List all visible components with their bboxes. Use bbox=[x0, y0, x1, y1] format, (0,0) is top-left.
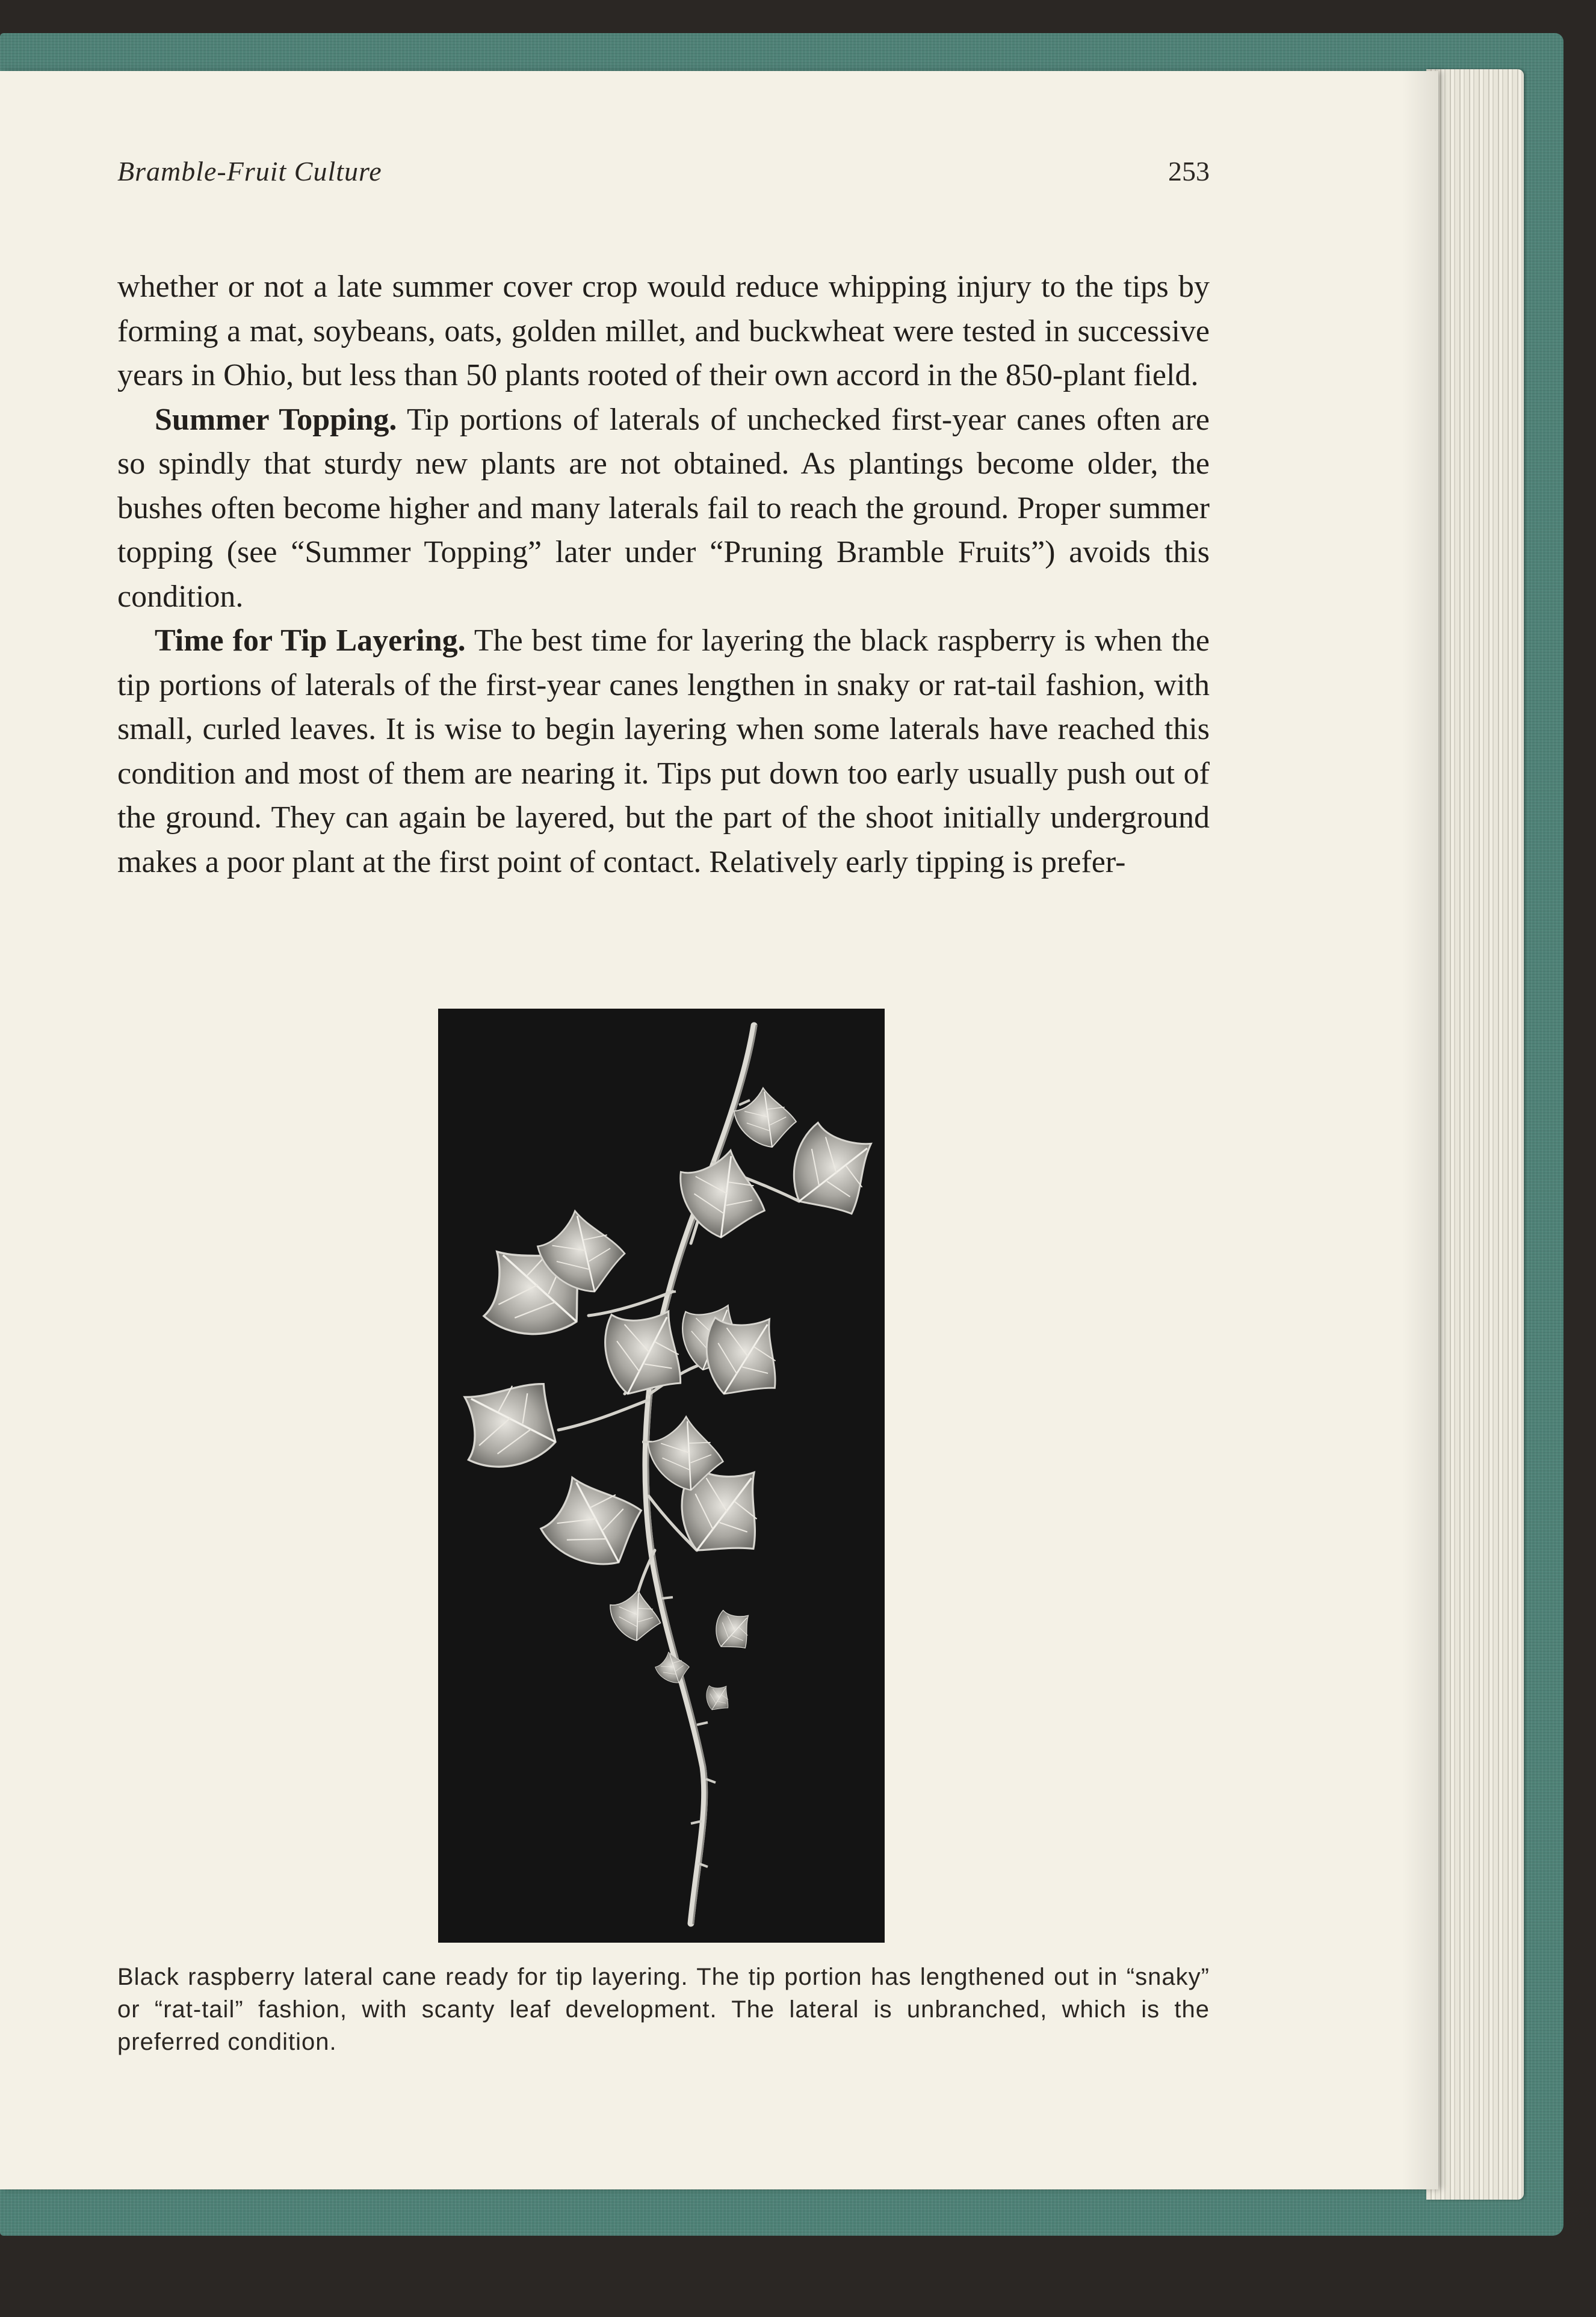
paragraph bbox=[117, 265, 1210, 398]
paragraph-text: whether or not a late summer cover crop would reduce whipping injury to the tips by forming a mat, soybeans, oats, golden millet, and buckwheat were tested in successive years in Ohio, but less than 50 plants rooted of their own accord in the 850-plant field. bbox=[117, 270, 1210, 392]
body-text bbox=[117, 265, 1210, 884]
raspberry-cane-photo bbox=[438, 1009, 885, 1943]
page-edges bbox=[1426, 69, 1524, 2200]
running-head bbox=[117, 155, 1210, 203]
raspberry-cane-illustration bbox=[438, 1009, 885, 1943]
figure-caption: Black raspberry lateral cane ready for tip layering. The tip portion has lengthened out in “snaky” or “rat-tail” fashion, with scanty leaf development. The lateral is unbranched, which is the preferred condition. bbox=[117, 1964, 1210, 2055]
paragraph-heading: Summer Topping. bbox=[155, 402, 397, 437]
running-head-title: Bramble-Fruit Culture bbox=[117, 156, 382, 187]
page-number: 253 bbox=[1168, 156, 1210, 187]
paragraph-text: The best time for layering the black raspberry is when the tip portions of laterals of the first-year canes lengthen in snaky or rat-tail fashion, with small, curled leaves. It is wise to begin layering when some laterals have reached this condition and most of them are nearing it. Tips put down too early usually push out of the ground. They can again be layered, but the part of the shoot initially underground makes a poor plant at the first point of contact. Relatively early tipping is prefer- bbox=[117, 623, 1210, 879]
paragraph-text: Tip portions of laterals of unchecked first-year canes often are so spindly that sturdy new plants are not obtained. As plantings become older, the bushes often become higher and many laterals fail to reach the ground. Proper summer topping (see “Summer Topping” later under “Pruning Bramble Fruits”) avoids this condition. bbox=[117, 402, 1210, 614]
paragraph bbox=[117, 619, 1210, 884]
paragraph bbox=[117, 398, 1210, 619]
paragraph-heading: Time for Tip Layering. bbox=[155, 623, 466, 658]
